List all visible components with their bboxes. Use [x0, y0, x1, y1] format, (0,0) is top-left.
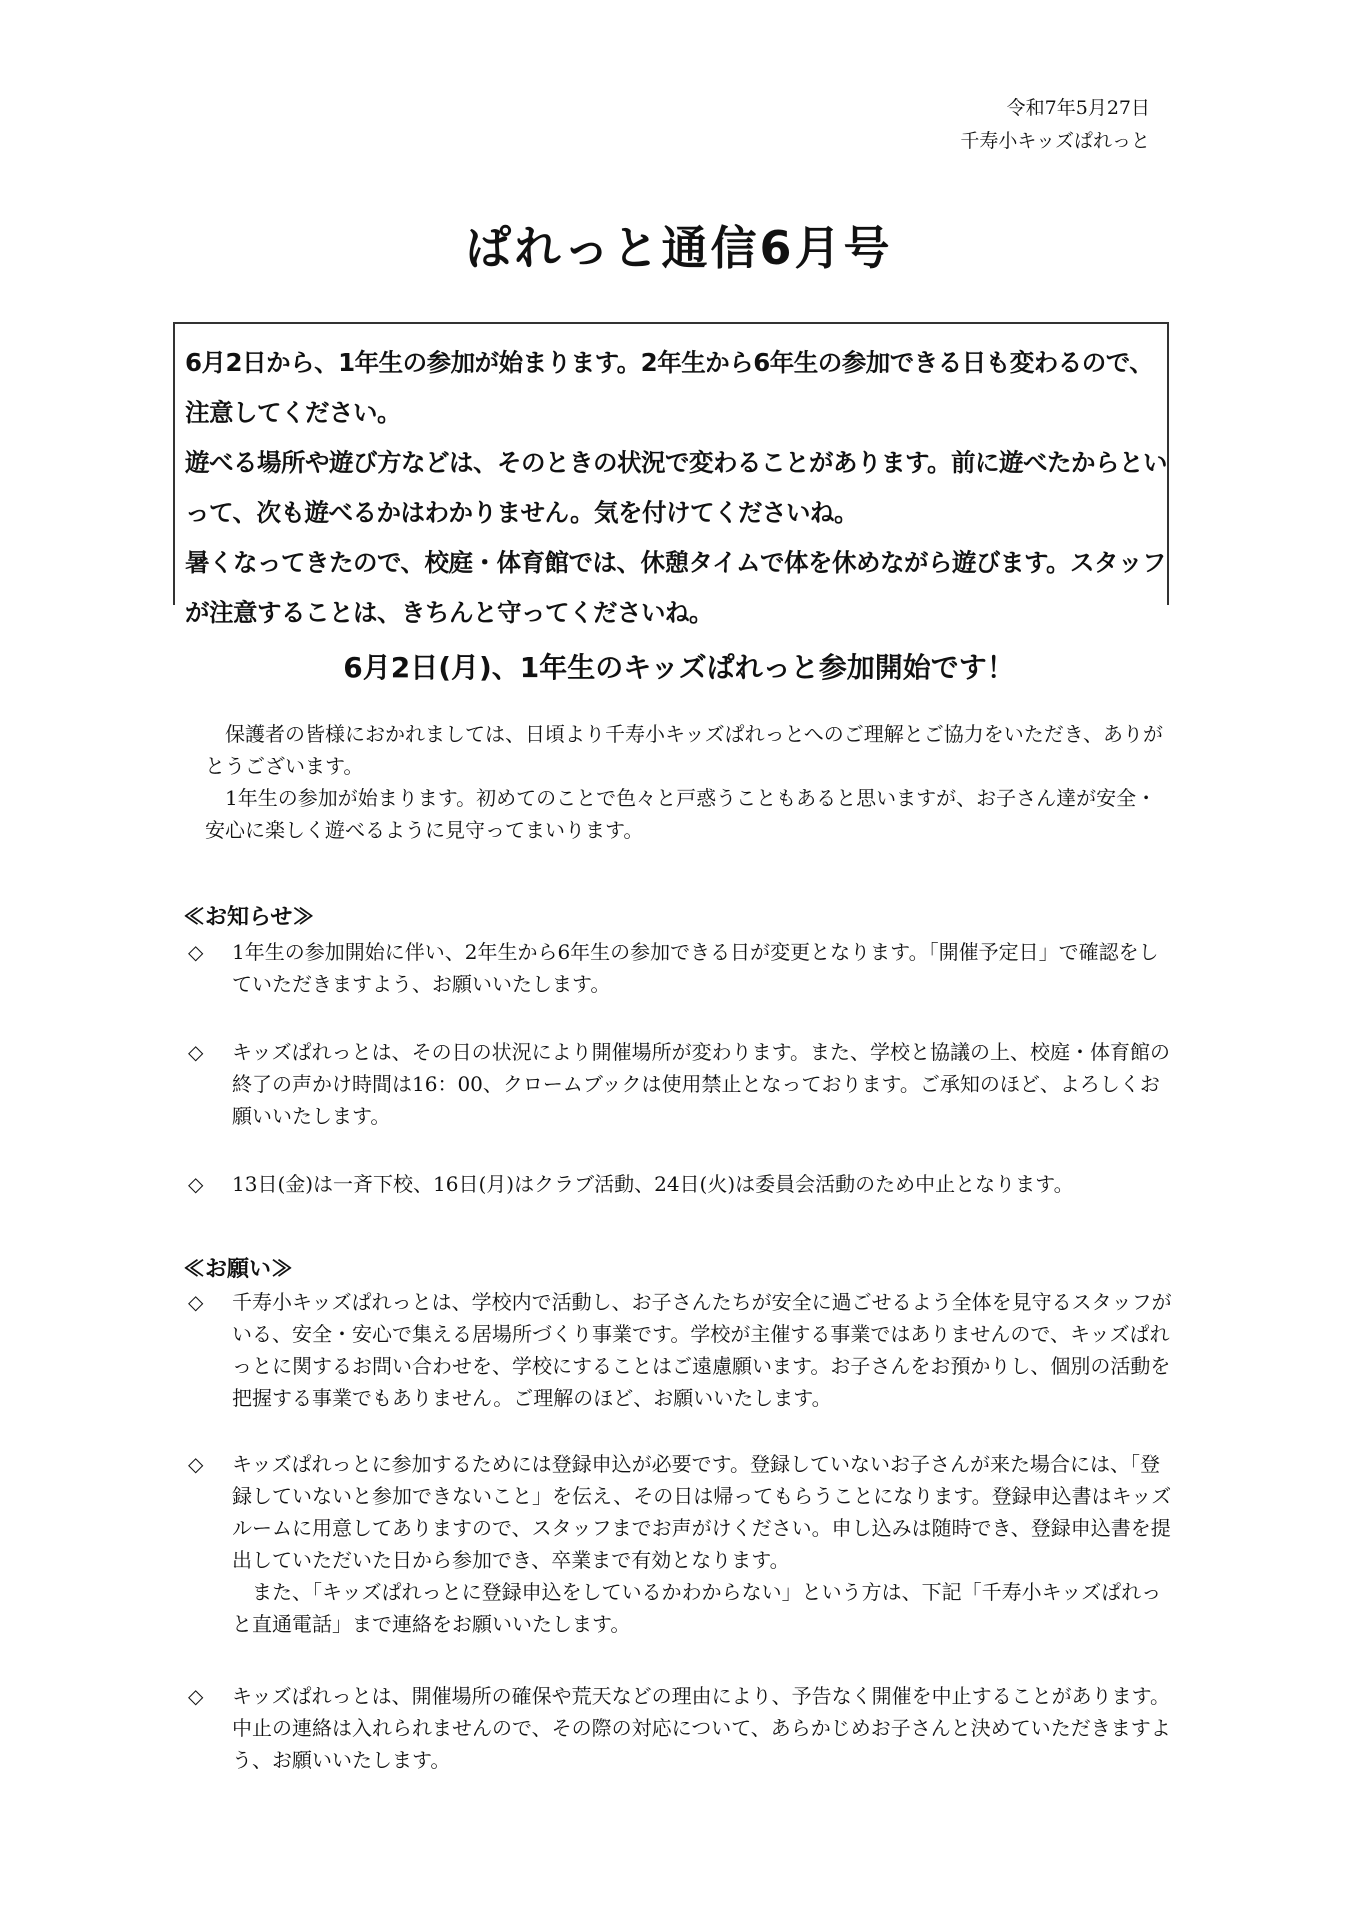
diamond-bullet-icon: ◇ — [188, 1172, 204, 1196]
notice-item-text: キッズぱれっとは、その日の状況により開催場所が変わります。また、学校と協議の上、校庭・体育館の終了の声かけ時間は16：00、クロームブックは使用禁止となっております。ご承知のほど、よろしくお願いいたします。 — [232, 1040, 1170, 1128]
requests-heading: ≪お願い≫ — [183, 1256, 294, 1282]
request-item — [188, 1448, 1173, 1640]
diamond-bullet-icon: ◇ — [188, 940, 204, 964]
children-notice-text: 6月2日から、1年生の参加が始まります。2年生から6年生の参加できる日も変わるので、注意してください。 遊べる場所や遊び方などは、そのときの状況で変わることがあります。前に遊べたからといって、次も遊べるかはわかりません。気を付けてくださいね。 暑くなってきたので、校庭・体育館では、休憩タイムで体を休めながら遊びます。スタッフが注意することは、きちんと守ってくださいね。 — [185, 348, 1168, 627]
notice-item — [188, 1168, 1173, 1200]
request-item-text: キッズぱれっとは、開催場所の確保や荒天などの理由により、予告なく開催を中止することがあります。中止の連絡は入れられませんので、その際の対応について、あらかじめお子さんと決めていただきますよう、お願いいたします。 — [232, 1684, 1171, 1772]
request-item-text: キッズぱれっとに参加するためには登録申込が必要です。登録していないお子さんが来た場合には、「登録していないと参加できないこと」を伝え、その日は帰ってもらうことになります。登録申込書はキッズルームに用意してありますので、スタッフまでお声がけください。申し込みは随時でき、登録申込書を提出していただいた日から参加でき、卒業まで有効となります。 また、「キッズぱれっとに登録申込をしているかわからない」という方は、下記「千寿小キッズぱれっと直通電話」まで連絡をお願いいたします。 — [232, 1452, 1172, 1636]
issue-date: 令和7年5月27日 — [1006, 97, 1150, 119]
request-item — [188, 1680, 1173, 1776]
notice-item-text: 1年生の参加開始に伴い、2年生から6年生の参加できる日が変更となります。「開催予定日」で確認をしていただきますよう、お願いいたします。 — [232, 940, 1159, 996]
diamond-bullet-icon: ◇ — [188, 1452, 204, 1476]
request-item — [188, 1286, 1173, 1414]
notice-item-text: 13日(金)は一斉下校、16日(月)はクラブ活動、24日(火)は委員会活動のため中止となります。 — [232, 1172, 1074, 1196]
organization-name: 千寿小キッズぱれっと — [960, 130, 1150, 152]
diamond-bullet-icon: ◇ — [188, 1040, 204, 1064]
header-meta — [960, 92, 1150, 158]
diamond-bullet-icon: ◇ — [188, 1684, 204, 1708]
intro-paragraph: 保護者の皆様におかれましては、日頃より千寿小キッズぱれっとへのご理解とご協力をいただき、ありがとうございます。 1年生の参加が始まります。初めてのことで色々と戸惑うこともあると思いますが、お子さん達が安全・安心に楽しく遊べるように見守ってまいります。 — [205, 722, 1163, 842]
notice-item — [188, 936, 1173, 1000]
newsletter-title: ぱれっと通信6月号 — [465, 221, 893, 275]
announcement-heading: 6月2日(月)、1年生のキッズぱれっと参加開始です！ — [343, 651, 1015, 684]
notices-heading: ≪お知らせ≫ — [183, 904, 315, 930]
request-item-text: 千寿小キッズぱれっとは、学校内で活動し、お子さんたちが安全に過ごせるよう全体を見守るスタッフがいる、安全・安心で集える居場所づくり事業です。学校が主催する事業ではありませんので、キッズぱれっとに関するお問い合わせを、学校にすることはご遠慮願います。お子さんをお預かりし、個別の活動を把握する事業でもありません。ご理解のほど、お願いいたします。 — [232, 1290, 1172, 1410]
notice-item — [188, 1036, 1173, 1132]
diamond-bullet-icon: ◇ — [188, 1290, 204, 1314]
